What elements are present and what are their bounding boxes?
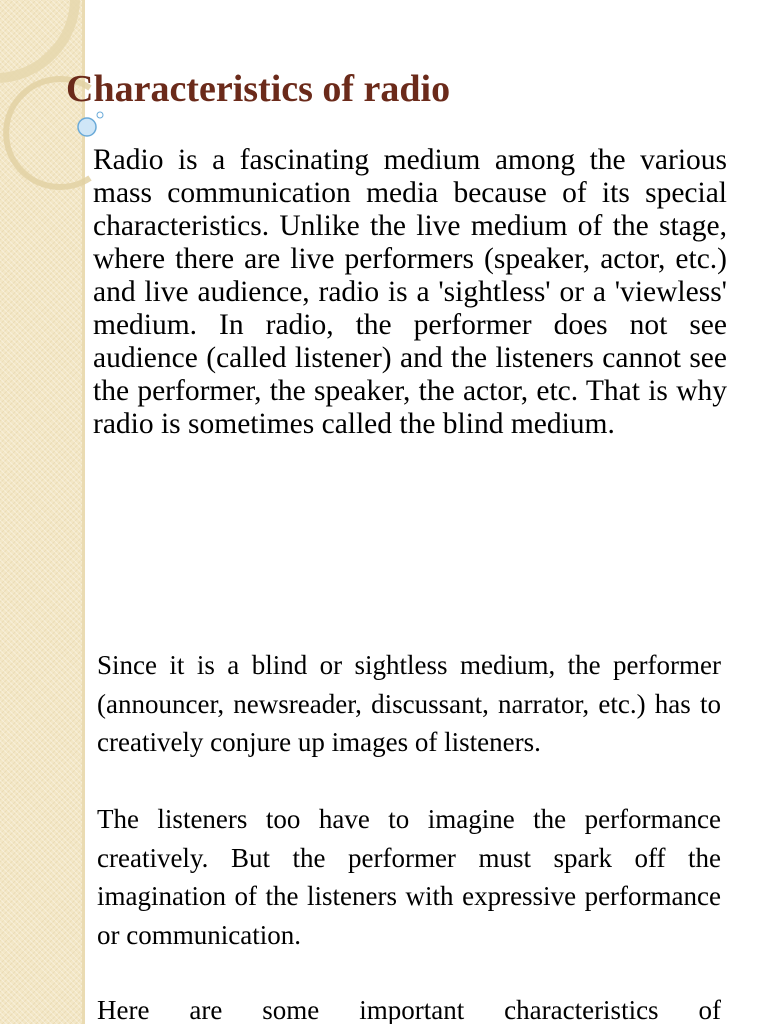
slide-title: Characteristics of radio [66,68,451,110]
paragraph-listeners-imagine: The listeners too have to imagine the performance creatively. But the performer must spark off the imagination of the listeners with expressive performance or communication. [97,804,721,950]
decorative-side-band [0,0,82,1024]
blue-dot-small [97,112,103,118]
paragraph-characteristics-lead: Here are some important characteristics of [97,995,721,1024]
side-band-edge [82,0,85,1024]
paragraph-radio-intro: Radio is a fascinating medium among the various mass communication media because of its special characteristics. Unlike the live medium of the stage, where there are live performers (speaker, actor, etc.) and live audience, radio is a 'sightless' or a 'viewless' medium. In radio, the performer does not see audience (called listener) and the listeners cannot see the performer, the speaker, the actor, etc. That is why radio is sometimes called the blind medium. [93,144,727,440]
paragraph-blind-medium: Since it is a blind or sightless medium, the performer (announcer, newsreader, discussant, narrator, etc.) has to creatively conjure up images of listeners. [97,650,721,757]
